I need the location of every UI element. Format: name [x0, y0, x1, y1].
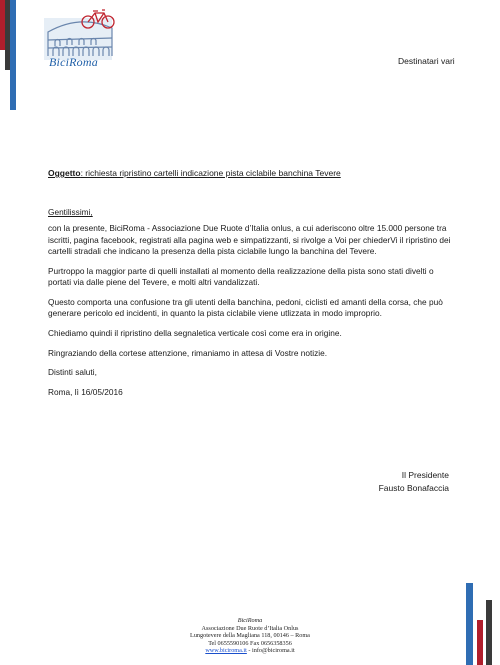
paragraph-intro: con la presente, BiciRoma - Associazione Due Ruote d’Italia onlus, a cui aderiscono oltre 15.000 persone tra iscritti, pagina facebook, registrati alla pagina web e simpatizzanti, si rivolge a Voi per chiederVi il ripristino dei cartelli stradali che indicano la presenza della pista ciclabile lungo la banchina del Tevere. — [48, 223, 451, 256]
footer-contacts — [0, 647, 500, 655]
paragraph-closing: Distinti saluti, — [48, 367, 97, 378]
paragraph-request: Chiediamo quindi il ripristino della segnaletica verticale così come era in origine. — [48, 327, 342, 338]
footer-email[interactable]: info@biciroma.it — [252, 647, 295, 655]
footer-phone: Tel 0655590106 Fax 0656358356 — [208, 639, 292, 647]
paragraph-thanks: Ringraziando della cortese attenzione, rimaniamo in attesa di Vostre notizie. — [48, 347, 328, 358]
subject-line — [48, 168, 341, 178]
left-blue-bar — [10, 0, 16, 110]
logo-text: BiciRoma — [49, 55, 98, 69]
paragraph-confusion: Questo comporta una confusione tra gli utenti della banchina, pedoni, ciclisti ed amanti della corsa, che può generare pericolo ed incidenti, in quanto la pista ciclabile viene utlizzata in modo improprio. — [48, 296, 443, 319]
footer-separator: - — [246, 647, 253, 655]
recipients-label: Destinatari vari — [398, 56, 455, 66]
subject-text: : richiesta ripristino cartelli indicazione pista ciclabile banchina Tevere — [80, 168, 341, 178]
footer-org: Associazione Due Ruote d’Italia Onlus — [201, 624, 299, 632]
salutation: Gentilissimi, — [48, 207, 93, 217]
signature-block — [379, 469, 449, 494]
footer — [0, 617, 500, 655]
footer-address: Lungotevere della Magliana 118, 00146 – Roma — [190, 632, 310, 640]
signature-role: Il Presidente — [401, 470, 449, 480]
footer-website-link[interactable]: www.biciroma.it — [205, 647, 247, 655]
paragraph-damage: Purtroppo la maggior parte di quelli installati al momento della realizzazione della pista sono stati divelti o portati via dalle piene del Tevere, e molti altri vandalizzati. — [48, 265, 434, 287]
signature-name: Fausto Bonafaccia — [378, 482, 449, 493]
paragraph-date: Roma, lì 16/05/2016 — [48, 387, 123, 398]
letter-body — [48, 207, 453, 407]
footer-title: BiciRoma — [237, 617, 263, 624]
subject-label: Oggetto — [48, 168, 81, 178]
